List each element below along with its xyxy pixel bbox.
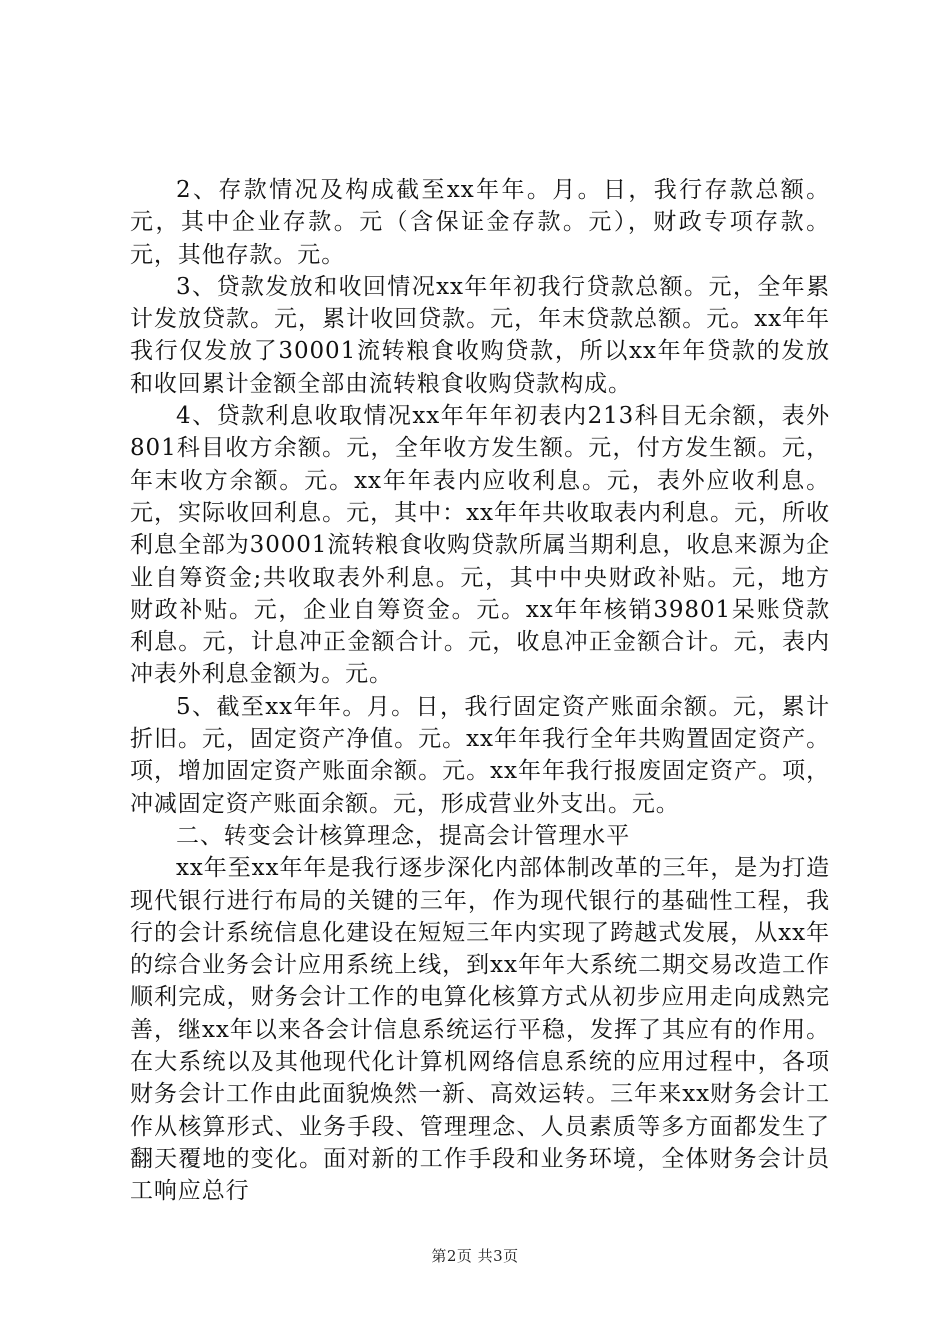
paragraph-reform: xx年至xx年年是我行逐步深化内部体制改革的三年，是为打造现代银行进行布局的关键的三年，作为现代银行的基础性工程，我行的会计系统信息化建设在短短三年内实现了跨越式发展，从xx年的综合业务会计应用系统上线，到xx年年大系统二期交易改造工作顺利完成，财务会计工作的电算化核算方式从初步应用走向成熟完善，继xx年以来各会计信息系统运行平稳，发挥了其应有的作用。在大系统以及其他现代化计算机网络信息系统的应用过程中，各项财务会计工作由此面貌焕然一新、高效运转。三年来xx财务会计工作从核算形式、业务手段、管理理念、人员素质等多方面都发生了翻天覆地的变化。面对新的工作手段和业务环境，全体财务会计员工响应总行 (130, 855, 830, 1205)
paragraph-deposits: 2、存款情况及构成截至xx年年。月。日，我行存款总额。元，其中企业存款。元（含保证金存款。元），财政专项存款。元，其他存款。元。 (130, 177, 830, 268)
paragraph-fixed-assets: 5、截至xx年年。月。日，我行固定资产账面余额。元，累计折旧。元，固定资产净值。元。xx年年我行全年共购置固定资产。项，增加固定资产账面余额。元。xx年年我行报废固定资产。项，冲减固定资产账面余额。元，形成营业外支出。元。 (130, 693, 830, 817)
paragraph-interest: 4、贷款利息收取情况xx年年年初表内213科目无余额，表外801科目收方余额。元，全年收方发生额。元，付方发生额。元，年末收方余额。元。xx年年表内应收利息。元，表外应收利息。元，实际收回利息。元，其中：xx年年共收取表内利息。元，所收利息全部为30001流转粮食收购贷款所属当期利息，收息来源为企业自筹资金;共收取表外利息。元，其中中央财政补贴。元，地方财政补贴。元，企业自筹资金。元。xx年年核销39801呆账贷款利息。元，计息冲正金额合计。元，收息冲正金额合计。元，表内冲表外利息金额为。元。 (130, 403, 830, 688)
document-body (130, 174, 830, 1208)
page-number-footer: 第2页 共3页 (431, 1247, 519, 1265)
paragraph-loans: 3、贷款发放和收回情况xx年年初我行贷款总额。元，全年累计发放贷款。元，累计收回贷款。元，年末贷款总额。元。xx年年我行仅发放了30001流转粮食收购贷款，所以xx年年贷款的发放和收回累计金额全部由流转粮食收购贷款构成。 (130, 273, 830, 397)
section-heading: 二、转变会计核算理念，提高会计管理水平 (176, 822, 631, 849)
